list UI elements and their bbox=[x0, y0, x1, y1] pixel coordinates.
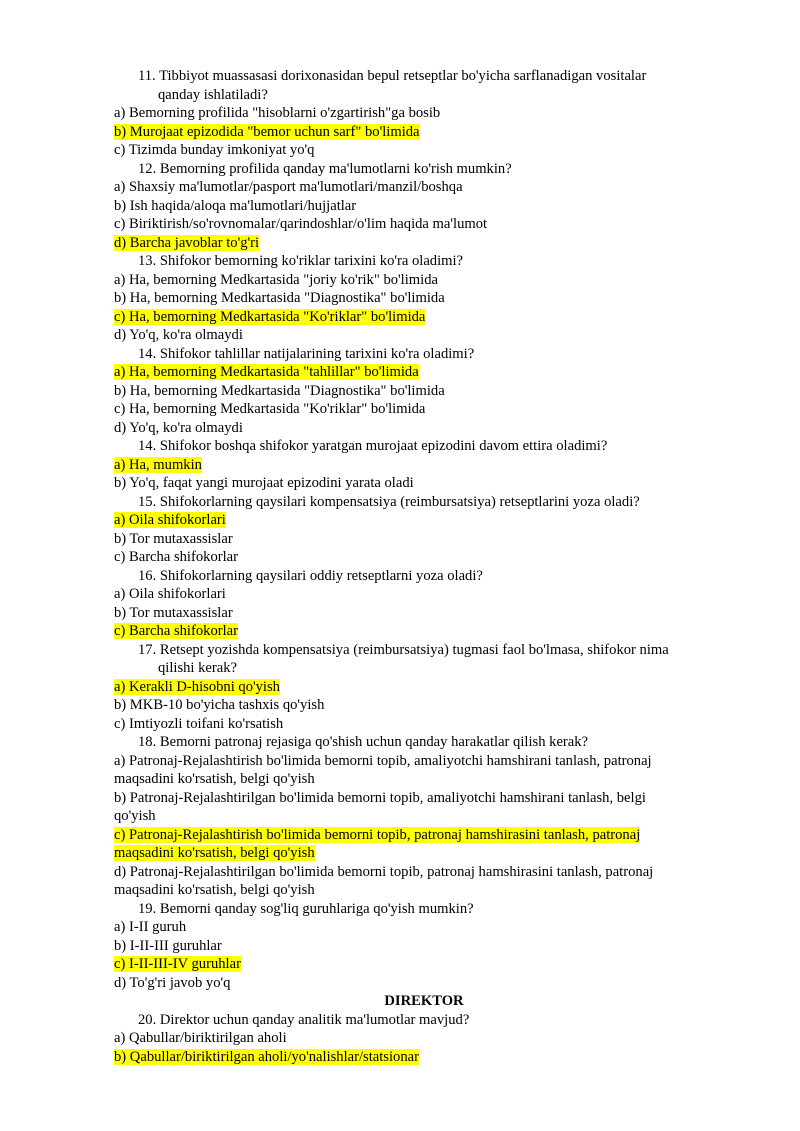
answer-option-line bbox=[114, 604, 734, 623]
line-text: b) Yo'q, faqat yangi murojaat epizodini yarata oladi bbox=[114, 475, 414, 491]
answer-option-line bbox=[114, 141, 734, 160]
line-text: 11. Tibbiyot muassasasi dorixonasidan bepul retseptlar bo'yicha sarflanadigan vositalar bbox=[138, 68, 647, 84]
correct-answer-line bbox=[114, 955, 734, 974]
correct-answer-line bbox=[114, 363, 734, 382]
line-text: b) Tor mutaxassislar bbox=[114, 604, 233, 621]
question-line bbox=[114, 900, 734, 919]
line-text: 16. Shifokorlarning qaysilari oddiy retseptlarni yoza oladi? bbox=[138, 567, 483, 584]
line-text: b) Ish haqida/aloqa ma'lumotlari/hujjatlar bbox=[114, 197, 357, 214]
answer-option-line bbox=[114, 289, 734, 308]
answer-option-line bbox=[114, 937, 734, 956]
answer-option-line bbox=[114, 474, 734, 493]
question-line bbox=[114, 493, 734, 512]
line-text: b) MKB-10 bo'yicha tashxis qo'yish bbox=[114, 697, 325, 713]
line-text: a) Patronaj-Rejalashtirish bo'limida bemorni topib, amaliyotchi hamshirani tanlash, patronaj bbox=[114, 752, 652, 769]
answer-option-line bbox=[114, 752, 734, 771]
question-line bbox=[114, 659, 734, 678]
answer-option-line bbox=[114, 215, 734, 234]
line-text: 17. Retsept yozishda kompensatsiya (reimbursatsiya) tugmasi faol bo'lmasa, shifokor nima bbox=[138, 641, 669, 658]
line-text: DIREKTOR bbox=[384, 993, 464, 1009]
line-text: qanday ishlatiladi? bbox=[158, 86, 268, 103]
question-line bbox=[114, 160, 734, 179]
line-text: c) Patronaj-Rejalashtirish bo'limida bemorni topib, patronaj hamshirasini tanlash, patronaj bbox=[114, 826, 641, 843]
line-text: b) Patronaj-Rejalashtirilgan bo'limida bemorni topib, amaliyotchi hamshirani tanlash, belgi bbox=[114, 789, 646, 806]
answer-option-line bbox=[114, 696, 734, 715]
answer-option-line bbox=[114, 974, 734, 993]
line-text: b) Ha, bemorning Medkartasida "Diagnostika" bo'limida bbox=[114, 290, 445, 306]
line-text: a) I-II guruh bbox=[114, 919, 187, 935]
correct-answer-line bbox=[114, 826, 734, 845]
line-text: b) I-II-III guruhlar bbox=[114, 937, 222, 954]
quiz-content bbox=[114, 67, 734, 1066]
answer-option-line bbox=[114, 197, 734, 216]
answer-option-line bbox=[114, 178, 734, 197]
answer-option-line bbox=[114, 789, 734, 808]
question-line bbox=[114, 733, 734, 752]
line-text: c) Imtiyozli toifani ko'rsatish bbox=[114, 715, 284, 732]
line-text: d) Patronaj-Rejalashtirilgan bo'limida bemorni topib, patronaj hamshirasini tanlash, patronaj bbox=[114, 863, 654, 880]
answer-option-line bbox=[114, 530, 734, 549]
question-line bbox=[114, 86, 734, 105]
answer-option-line bbox=[114, 400, 734, 419]
line-text: c) Ha, bemorning Medkartasida "Ko'riklar" bo'limida bbox=[114, 401, 426, 417]
line-text: 14. Shifokor tahlillar natijalarining tarixini ko'ra oladimi? bbox=[138, 345, 475, 362]
line-text: 18. Bemorni patronaj rejasiga qo'shish uchun qanday harakatlar qilish kerak? bbox=[138, 734, 589, 750]
line-text: 20. Direktor uchun qanday analitik ma'lumotlar mavjud? bbox=[138, 1011, 470, 1028]
line-text: c) Barcha shifokorlar bbox=[114, 623, 238, 639]
answer-option-line bbox=[114, 715, 734, 734]
section-heading bbox=[114, 992, 734, 1011]
question-line bbox=[114, 67, 734, 86]
line-text: maqsadini ko'rsatish, belgi qo'yish bbox=[114, 845, 315, 861]
line-text: c) I-II-III-IV guruhlar bbox=[114, 956, 241, 972]
line-text: c) Ha, bemorning Medkartasida "Ko'riklar" bo'limida bbox=[114, 308, 426, 325]
line-text: 12. Bemorning profilida qanday ma'lumotlarni ko'rish mumkin? bbox=[138, 160, 512, 177]
question-line bbox=[114, 1011, 734, 1030]
correct-answer-line bbox=[114, 622, 734, 641]
line-text: b) Qabullar/biriktirilgan aholi/yo'nalishlar/statsionar bbox=[114, 1048, 419, 1065]
correct-answer-line bbox=[114, 844, 734, 863]
line-text: a) Oila shifokorlari bbox=[114, 586, 226, 602]
answer-option-line bbox=[114, 807, 734, 826]
question-line bbox=[114, 641, 734, 660]
question-line bbox=[114, 345, 734, 364]
answer-option-line bbox=[114, 918, 734, 937]
correct-answer-line bbox=[114, 511, 734, 530]
line-text: maqsadini ko'rsatish, belgi qo'yish bbox=[114, 882, 315, 898]
answer-option-line bbox=[114, 419, 734, 438]
answer-option-line bbox=[114, 881, 734, 900]
line-text: d) Barcha javoblar to'g'ri bbox=[114, 234, 260, 251]
line-text: 19. Bemorni qanday sog'liq guruhlariga qo'yish mumkin? bbox=[138, 900, 474, 917]
line-text: b) Tor mutaxassislar bbox=[114, 530, 233, 547]
line-text: qo'yish bbox=[114, 808, 156, 824]
line-text: maqsadini ko'rsatish, belgi qo'yish bbox=[114, 771, 315, 787]
answer-option-line bbox=[114, 585, 734, 604]
answer-option-line bbox=[114, 271, 734, 290]
answer-option-line bbox=[114, 863, 734, 882]
question-line bbox=[114, 252, 734, 271]
line-text: a) Ha, mumkin bbox=[114, 456, 202, 473]
correct-answer-line bbox=[114, 1048, 734, 1067]
line-text: b) Murojaat epizodida "bemor uchun sarf" bo'limida bbox=[114, 123, 420, 140]
line-text: c) Tizimda bunday imkoniyat yo'q bbox=[114, 142, 315, 158]
line-text: d) Yo'q, ko'ra olmaydi bbox=[114, 327, 243, 343]
line-text: 13. Shifokor bemorning ko'riklar tarixini ko'ra oladimi? bbox=[138, 253, 464, 269]
line-text: c) Biriktirish/so'rovnomalar/qarindoshlar/o'lim haqida ma'lumot bbox=[114, 216, 488, 232]
correct-answer-line bbox=[114, 308, 734, 327]
answer-option-line bbox=[114, 1029, 734, 1048]
answer-option-line bbox=[114, 770, 734, 789]
line-text: a) Kerakli D-hisobni qo'yish bbox=[114, 678, 280, 695]
answer-option-line bbox=[114, 548, 734, 567]
line-text: 14. Shifokor boshqa shifokor yaratgan murojaat epizodini davom ettira oladimi? bbox=[138, 438, 608, 454]
line-text: d) Yo'q, ko'ra olmaydi bbox=[114, 419, 243, 436]
correct-answer-line bbox=[114, 234, 734, 253]
correct-answer-line bbox=[114, 123, 734, 142]
question-line bbox=[114, 437, 734, 456]
line-text: qilishi kerak? bbox=[158, 660, 238, 676]
line-text: a) Bemorning profilida "hisoblarni o'zgartirish"ga bosib bbox=[114, 105, 441, 121]
line-text: d) To'g'ri javob yo'q bbox=[114, 974, 231, 991]
line-text: c) Barcha shifokorlar bbox=[114, 549, 238, 565]
line-text: a) Qabullar/biriktirilgan aholi bbox=[114, 1030, 287, 1046]
answer-option-line bbox=[114, 326, 734, 345]
answer-option-line bbox=[114, 382, 734, 401]
correct-answer-line bbox=[114, 678, 734, 697]
line-text: b) Ha, bemorning Medkartasida "Diagnostika" bo'limida bbox=[114, 382, 445, 399]
answer-option-line bbox=[114, 104, 734, 123]
line-text: a) Ha, bemorning Medkartasida "tahlillar" bo'limida bbox=[114, 364, 419, 380]
line-text: a) Oila shifokorlari bbox=[114, 512, 226, 528]
question-line bbox=[114, 567, 734, 586]
line-text: a) Ha, bemorning Medkartasida "joriy ko'rik" bo'limida bbox=[114, 271, 438, 288]
line-text: 15. Shifokorlarning qaysilari kompensatsiya (reimbursatsiya) retseptlarini yoza oladi? bbox=[138, 493, 640, 510]
line-text: a) Shaxsiy ma'lumotlar/pasport ma'lumotlari/manzil/boshqa bbox=[114, 179, 463, 195]
correct-answer-line bbox=[114, 456, 734, 475]
